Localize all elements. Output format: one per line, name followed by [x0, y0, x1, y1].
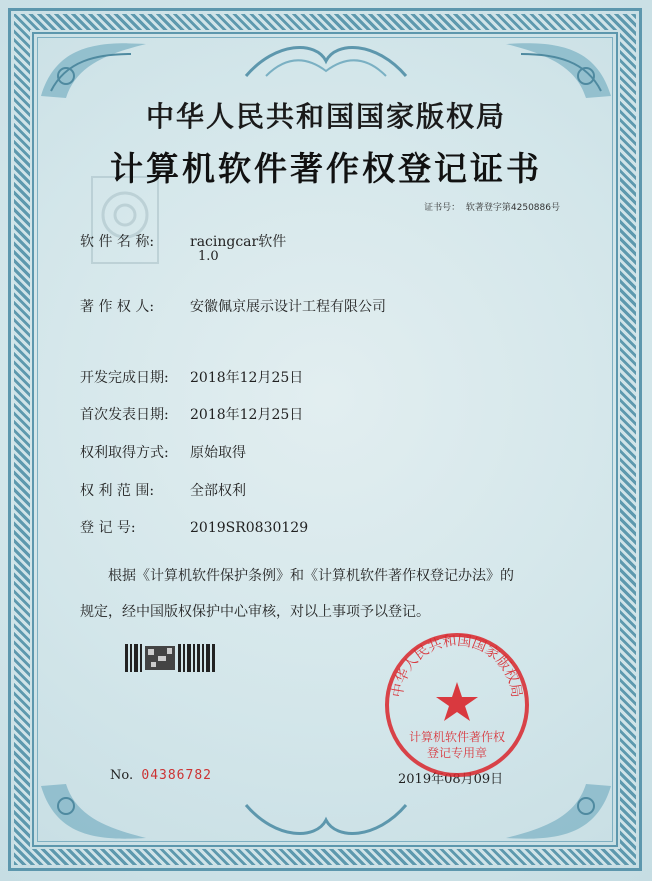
field-label: 软 件 名 称: [80, 234, 155, 250]
certificate-title: 计算机软件著作权登记证书 [110, 149, 542, 188]
issue-date: 2019年08月09日 [398, 772, 504, 787]
serial-label: No. [110, 768, 134, 783]
field-value: 2018年12月25日 [190, 370, 304, 386]
top-center-ornament [236, 36, 416, 86]
field-value: 2018年12月25日 [190, 407, 304, 423]
seal-inner-line-1: 计算机软件著作权 [408, 730, 506, 744]
field-label: 权利取得方式: [80, 445, 169, 461]
seal-star-icon [436, 682, 478, 721]
field-publication-date [80, 404, 303, 424]
field-value: racingcar软件 [190, 234, 287, 250]
issuer-title: 中华人民共和国国家版权局 [145, 100, 506, 133]
statement-line-1: 根据《计算机软件保护条例》和《计算机软件著作权登记办法》的 [108, 568, 514, 584]
field-label: 首次发表日期: [80, 407, 169, 423]
seal-outer-text: 中华人民共和国国家版权局 [389, 632, 525, 699]
field-copyright-owner [80, 296, 386, 316]
field-software-name [80, 231, 286, 251]
field-registration-number [80, 517, 308, 537]
field-completion-date [80, 367, 303, 387]
certificate-number-value: 软著登字第4250886号 [465, 203, 560, 213]
statement-line-2: 规定，经中国版权保护中心审核，对以上事项予以登记。 [80, 604, 430, 620]
serial-value: 04386782 [141, 768, 212, 783]
field-label: 权 利 范 围: [80, 483, 155, 499]
corner-ornament-bottom-right [496, 776, 616, 846]
software-version: 1.0 [198, 249, 219, 264]
bottom-center-ornament [236, 800, 416, 845]
field-label: 登 记 号: [80, 520, 136, 536]
official-seal [382, 630, 532, 780]
field-label: 著 作 权 人: [80, 299, 155, 315]
field-label: 开发完成日期: [80, 370, 169, 386]
field-value: 全部权利 [190, 483, 246, 499]
serial-number [110, 768, 212, 783]
field-value: 安徽佩京展示设计工程有限公司 [190, 299, 386, 315]
field-value: 2019SR0830129 [190, 520, 309, 536]
field-value: 原始取得 [190, 445, 246, 461]
certificate-number [0, 200, 560, 213]
field-rights-scope [80, 480, 246, 500]
certificate-number-label: 证书号： [424, 203, 461, 213]
barcode-icon [125, 644, 217, 672]
field-acquisition-method [80, 442, 246, 462]
corner-ornament-bottom-left [36, 776, 156, 846]
seal-inner-line-2: 登记专用章 [426, 746, 488, 760]
